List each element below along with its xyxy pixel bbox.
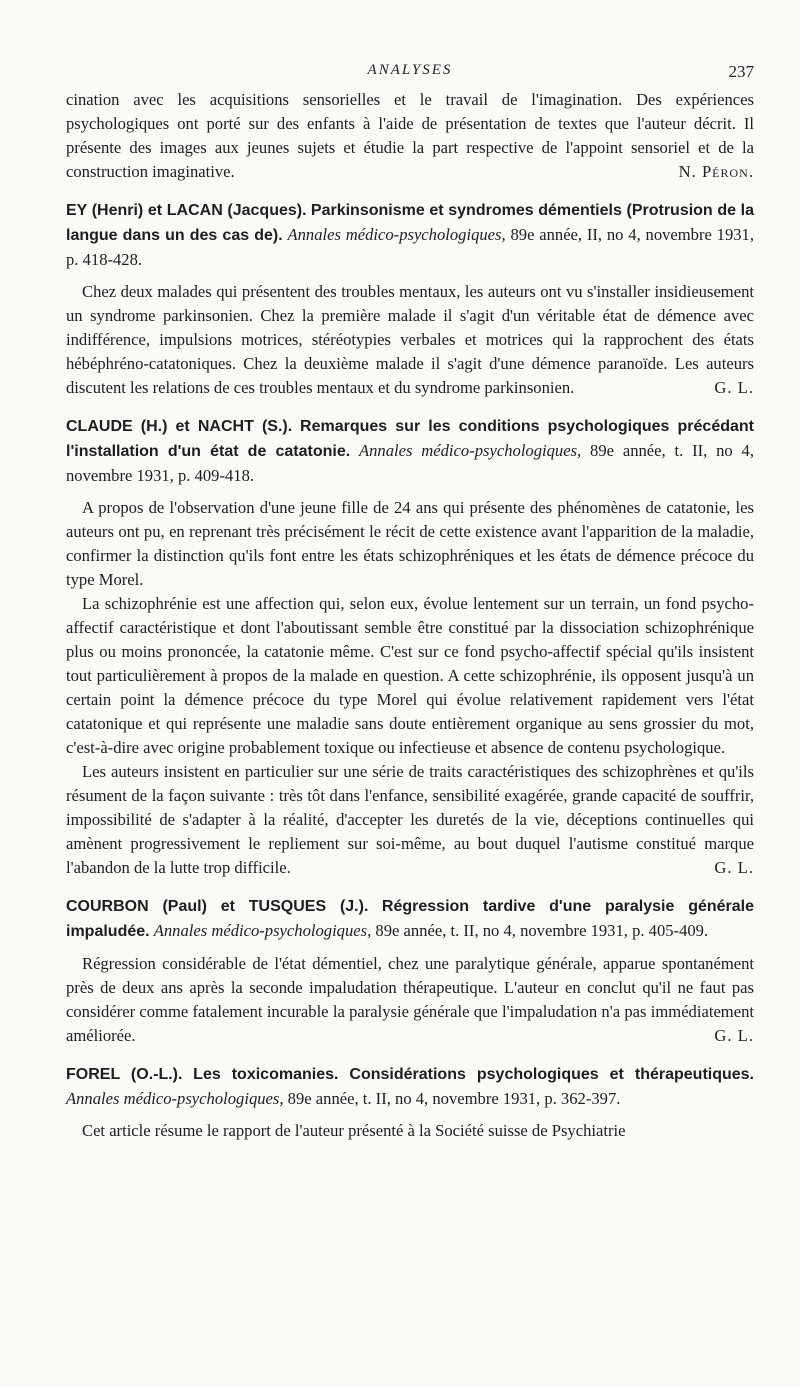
signature: G. L. (714, 1026, 754, 1045)
entry-reference: 89e année, t. II, no 4, novembre 1931, p. 362-397. (287, 1089, 621, 1108)
entry-paragraph (66, 952, 754, 1048)
review-entry (66, 1062, 754, 1143)
paragraph-text: Chez deux malades qui présentent des troubles mentaux, les auteurs ont vu s'installer insidieusement un syndrome parkinsonien. Chez la première malade il s'agit d'un véritable état de démence avec indifférence, impulsions motrices, stéréotypies verbales et motrices qui la rapprochent des états hébéphréno-catatoniques. Chez la deuxième malade il s'agit d'une démence paranoïde. Les auteurs discutent les relations de ces troubles mentaux et du syndrome parkinsonien. (66, 282, 754, 397)
entry-citation (66, 198, 754, 272)
entry-paragraph: Cet article résume le rapport de l'auteur présenté à la Société suisse de Psychiatrie (82, 1121, 626, 1140)
entry-reference: 89e année, II, no 4, novembre 1931, p. 418-428. (66, 225, 755, 269)
review-entry (66, 198, 754, 400)
signature: N. Péron. (678, 162, 754, 181)
entry-authors: CLAUDE (H.) et NACHT (S.). (66, 418, 293, 435)
continuation-paragraph (66, 88, 754, 184)
entry-citation (66, 1062, 754, 1111)
entry-authors: EY (Henri) et LACAN (Jacques). (66, 202, 307, 219)
signature: G. L. (714, 858, 754, 877)
entry-title: Les toxicomanies. Considérations psychologiques et thérapeutiques. (193, 1066, 755, 1083)
paragraph-text: Les auteurs insistent en particulier sur une série de traits caractéristiques des schizophrènes et qu'ils résument de la façon suivante : très tôt dans l'enfance, sensibilité exagérée, grande capacité de souffrir, impossibilité de s'adapter à la réalité, d'accepter les duretés de la vie, déceptions continuelles qui amènent progressivement le repliement sur soi-même, au bout duquel l'autisme constitué marque l'abandon de la lutte trop difficile. (66, 762, 754, 877)
entry-journal: Annales médico-psychologiques, (153, 921, 372, 940)
review-entry (66, 894, 754, 1048)
running-title: ANALYSES (367, 62, 453, 78)
entry-paragraph (66, 760, 754, 880)
page-number: 237 (728, 62, 754, 81)
entry-reference: 89e année, t. II, no 4, novembre 1931, p. 409-418. (66, 441, 755, 485)
entry-authors: FOREL (O.-L.). (66, 1066, 183, 1083)
entry-title: Remarques sur les conditions psychologiques précédant l'installation d'un état de catatonie. (66, 418, 754, 460)
entry-title: Régression tardive d'une paralysie générale impaludée. (66, 898, 755, 940)
review-entry (66, 414, 754, 880)
entry-citation (66, 894, 754, 944)
signature: G. L. (714, 378, 754, 397)
paragraph-text: Régression considérable de l'état démentiel, chez une paralytique générale, apparue spontanément près de deux ans après la seconde impaludation thérapeutique. L'auteur en conclut qu'il ne faut pas considérer comme fatalement incurable la paralysie générale que l'impaludation n'a pas immédiatement améliorée. (66, 954, 754, 1045)
entry-journal: Annales médico-psychologiques, (287, 225, 506, 244)
entry-authors: COURBON (Paul) et TUSQUES (J.). (66, 898, 369, 915)
entry-title: Parkinsonisme et syndromes démentiels (Protrusion de la langue dans un des cas de). (66, 202, 755, 244)
entry-paragraph (66, 280, 754, 400)
entry-journal: Annales médico-psychologiques, (66, 1089, 284, 1108)
entry-paragraph: A propos de l'observation d'une jeune fille de 24 ans qui présente des phénomènes de catatonie, les auteurs ont pu, en reprenant très précisément le récit de cette existence avant l'apparition de la maladie, confirmer la distinction qu'ils font entre les états schizophréniques et les états de démence précoce du type Morel. (66, 498, 754, 589)
paragraph-text: cination avec les acquisitions sensorielles et le travail de l'imagination. Des expériences psychologiques ont porté sur des enfants à l'aide de présentation de textes que l'auteur décrit. Il présente des images aux jeunes sujets et étudie la part respective de l'appoint sensoriel et de la construction imaginative. (66, 90, 754, 181)
entry-journal: Annales médico-psychologiques, (359, 441, 582, 460)
running-head (66, 58, 754, 88)
entry-paragraph: La schizophrénie est une affection qui, selon eux, évolue lentement sur un terrain, un fond psycho-affectif caractéristique et dont l'aboutissant semble être constitué par la dissociation schizophrénique plus ou moins prononcée, la catatonie même. C'est sur ce fond psycho-affectif spécial qu'ils insistent tout particulièrement à propos de la malade en question. A cette schizophrénie, ils opposent jusqu'à un certain point la démence précoce du type Morel qui évolue relativement rapidement vers l'état catatonique et qui représente une maladie sans doute entièrement organique au sens grossier du mot, c'est-à-dire avec origine probablement toxique ou infectieuse et absence de contenu psychologique. (66, 594, 754, 757)
entry-reference: 89e année, t. II, no 4, novembre 1931, p. 405-409. (375, 921, 709, 940)
entry-citation (66, 414, 754, 488)
